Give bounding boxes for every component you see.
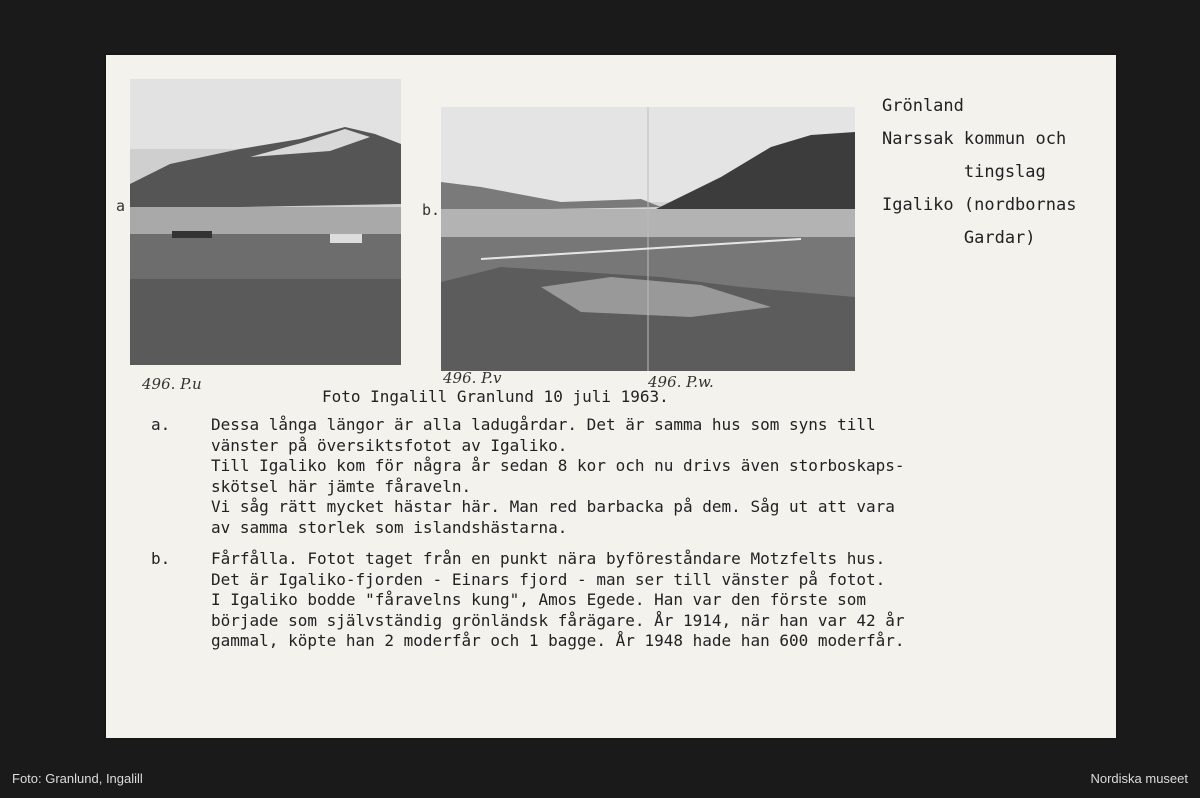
entry-b-label: b. bbox=[151, 549, 171, 568]
entry-b-text: Fårfålla. Fotot taget från en punkt nära byföreståndare Motzfelts hus. Det är Igaliko-fjorden - Einars fjord - man ser till vänster på fotot. I Igaliko bodde "fåravelns kung", Amos Egede. Han var den förste som började som självständig grönländsk fårägare. År 1914, när han var 42 år gammal, köpte han 2 moderfår och 1 bagge. År 1948 hade han 600 moderfår. bbox=[211, 549, 905, 650]
photo-a bbox=[130, 79, 401, 365]
photo-credit: Foto: Granlund, Ingalill bbox=[12, 771, 143, 786]
photo-b bbox=[441, 107, 855, 371]
photo-a-number: 496. P.u bbox=[142, 375, 202, 393]
entry-a-text: Dessa långa längor är alla ladugårdar. Det är samma hus som syns till vänster på översiktsfotot av Igaliko. Till Igaliko kom för några år sedan 8 kor och nu drivs även storboskaps- skötsel här jämte fåraveln. Vi såg rätt mycket hästar här. Man red barbacka på dem. Såg ut att vara av samma storlek som islandshästarna. bbox=[211, 415, 905, 537]
photo-b-image bbox=[441, 107, 855, 371]
photo-b-marker: b. bbox=[422, 201, 441, 219]
photo-a-marker: a bbox=[116, 197, 126, 215]
entry-a-label: a. bbox=[151, 415, 171, 434]
photo-b-number-1: 496. P.v bbox=[443, 369, 502, 387]
location-text: Grönland Narssak kommun och tingslag Igaliko (nordbornas Gardar) bbox=[882, 96, 1077, 248]
photo-caption: Foto Ingalill Granlund 10 juli 1963. bbox=[322, 387, 669, 406]
footer-bar bbox=[0, 758, 1200, 798]
photo-b-number-2: 496. P.w. bbox=[648, 373, 714, 391]
photo-a-image bbox=[130, 79, 401, 365]
museum-name[interactable]: Nordiska museet bbox=[1090, 771, 1188, 786]
archive-card bbox=[106, 55, 1116, 738]
